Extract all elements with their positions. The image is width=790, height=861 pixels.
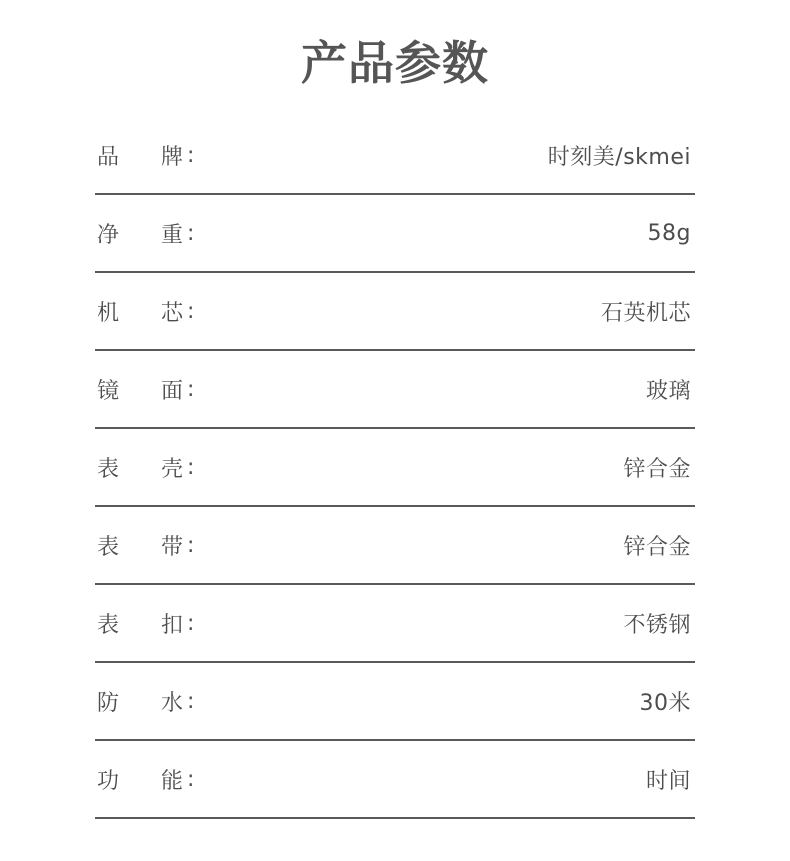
spec-label-char-2: 重 <box>161 222 184 248</box>
spec-colon: : <box>187 454 195 480</box>
spec-colon: : <box>187 142 195 168</box>
spec-label-char-2: 带 <box>161 534 184 560</box>
spec-value: 锌合金 <box>623 456 691 482</box>
spec-value: 不锈钢 <box>623 612 691 638</box>
spec-value: 石英机芯 <box>600 300 691 326</box>
spec-label-char-2: 牌 <box>161 144 184 170</box>
spec-table <box>95 117 695 819</box>
spec-row-brand <box>95 117 695 195</box>
spec-label-char-2: 水 <box>161 690 184 716</box>
spec-value: 58g <box>647 220 691 246</box>
spec-value: 锌合金 <box>623 534 691 560</box>
spec-row-strap <box>95 507 695 585</box>
spec-label-char-2: 壳 <box>161 456 184 482</box>
spec-value: 玻璃 <box>645 378 691 404</box>
spec-value: 时间 <box>645 768 691 794</box>
spec-row-case <box>95 429 695 507</box>
page-title: 产品参数 <box>301 36 489 90</box>
spec-label-char-2: 面 <box>161 378 184 404</box>
spec-label-char-2: 扣 <box>161 612 184 638</box>
spec-colon: : <box>187 298 195 324</box>
spec-row-waterproof <box>95 663 695 741</box>
spec-row-function <box>95 741 695 819</box>
spec-colon: : <box>187 610 195 636</box>
spec-label-char-1: 镜 <box>97 378 120 404</box>
spec-colon: : <box>187 376 195 402</box>
spec-label-char-1: 表 <box>97 612 120 638</box>
spec-value: 时刻美/skmei <box>547 144 691 170</box>
spec-label-char-1: 表 <box>97 456 120 482</box>
spec-colon: : <box>187 688 195 714</box>
spec-row-movement <box>95 273 695 351</box>
spec-label-char-1: 表 <box>97 534 120 560</box>
spec-value: 30米 <box>639 690 691 716</box>
spec-label-char-1: 防 <box>97 690 120 716</box>
spec-row-weight <box>95 195 695 273</box>
spec-label-char-1: 品 <box>97 144 120 170</box>
spec-colon: : <box>187 766 195 792</box>
spec-label-char-2: 能 <box>161 768 184 794</box>
spec-colon: : <box>187 220 195 246</box>
spec-label-char-2: 芯 <box>161 300 184 326</box>
spec-row-lens <box>95 351 695 429</box>
spec-label-char-1: 净 <box>97 222 120 248</box>
spec-label-char-1: 功 <box>97 768 120 794</box>
spec-label-char-1: 机 <box>97 300 120 326</box>
spec-row-buckle <box>95 585 695 663</box>
spec-colon: : <box>187 532 195 558</box>
